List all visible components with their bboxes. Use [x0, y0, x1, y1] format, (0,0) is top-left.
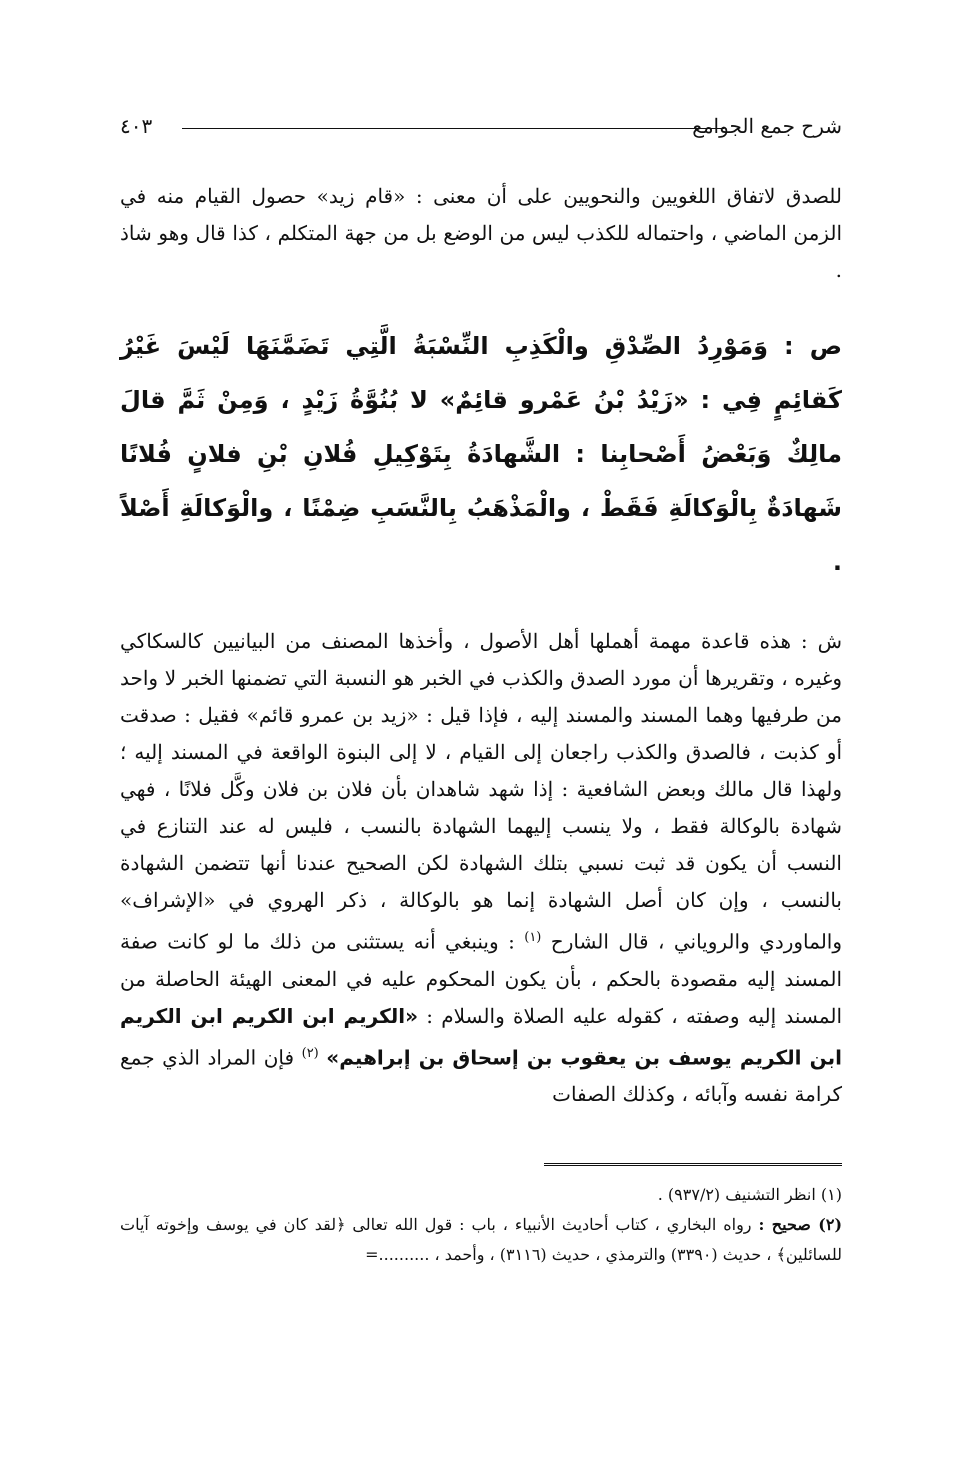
footnote-2-label: (٢) صحيح : [758, 1215, 843, 1235]
sharh-part-1: ش : هذه قاعدة مهمة أهملها أهل الأصول ، وأخذها المصنف من البيانيين كالسكاكي وغيره ، وتقريرها أن مورد الصدق والكذب في الخبر هو النسبة التي تضمنها الخبر لا واحد من طرفيها وهما المسند والمسند إليه ، فإذا قيل : «زيد بن عمرو قائم» فقيل : صدقت أو كذبت ، فالصدق والكذب راجعان إلى القيام ، لا إلى البنوة الواقعة في المسند إليه ؛ ولهذا قال مالك وبعض الشافعية : إذا شهد شاهدان بأن فلان بن فلان وكَّل فلانًا ، فهي شهادة بالوكالة فقط ، ولا ينسب إليهما الشهادة بالنسب ، فليس له عند التنازع في النسب أن يكون قد ثبت نسبي بتلك الشهادة لكن الصحيح عندنا أنها تتضمن الشهادة بالنسب ، وإن كان أصل الشهادة إنما هو بالوكالة ، ذكر الهروي في «الإشراف» والماوردي والروياني ، قال الشارح [120, 629, 843, 954]
sharh-part-3: فإن المراد الذي جمع كرامة نفسه وآبائه ، وكذلك الصفات [120, 1045, 842, 1107]
hadith-quote: «الكريم ابن الكريم ابن الكريم ابن الكريم يوسف بن يعقوب بن إسحاق بن إبراهيم» [120, 1003, 842, 1070]
matn-text: ص : وَمَوْرِدُ الصِّدْقِ والْكَذِبِ النِّسْبَةُ الَّتِي تَضَمَّنَهَا لَيْسَ غَيْرُ كَقائِمٍ فِي : «زَيْدُ بْنُ عَمْرو قائِمٌ» لا بُنُوَّةُ زَيْدٍ ، وَمِنْ ثَمَّ قالَ مالِكٌ وَبَعْضُ أَصْحابِنا : الشَّهادَةُ بِتَوْكِيلِ فُلانِ بْنِ فلانٍ فُلانًا شَهادَةٌ بِالْوَكالَةِ فَقَطْ ، والْمَذْهَبُ بِالنَّسَبِ ضِمْنًا ، والْوَكالَةِ أَصْلاً . [120, 332, 842, 576]
book-page [120, 100, 842, 1270]
intro-paragraph: للصدق لاتفاق اللغويين والنحويين على أن معنى : «قام زيد» حصول القيام منه في الزمن الماضي ، واحتماله للكذب ليس من الوضع بل من جهة المتكلم ، كذا قال وهو شاذ . [120, 184, 842, 282]
sharh-part-2: : وينبغي أنه يستثنى من ذلك ما لو كانت صفة المسند إليه مقصودة بالحكم ، بأن يكون المحكوم عليه في المعنى الهيئة الحاصلة من المسند إليه وصفته ، كقوله عليه الصلاة والسلام : [120, 929, 843, 1028]
footnotes [120, 1180, 842, 1270]
footnote-ref-2: (٢) [301, 1045, 319, 1061]
page-number: ٤٠٣ [120, 114, 153, 138]
footnote-2-text: رواه البخاري ، كتاب أحاديث الأنبياء ، باب : قول الله تعالى ﴿لقد كان في يوسف وإخوته آيات للسائلين﴾ ، حديث (٣٣٩٠) والترمذي ، حديث (٣١١٦) ، وأحمد ، ..........= [120, 1215, 842, 1265]
footnote-separator [544, 1163, 842, 1168]
header-rule [182, 128, 724, 129]
running-title: شرح جمع الجوامع [692, 114, 842, 138]
footnote-1: (١) انظر التشنيف (٩٣٧/٢) . [657, 1185, 842, 1205]
sharh-paragraph [120, 623, 842, 1113]
footnote-ref-1: (١) [524, 930, 542, 945]
page-header [120, 100, 842, 140]
footnote-2 [120, 1210, 842, 1270]
